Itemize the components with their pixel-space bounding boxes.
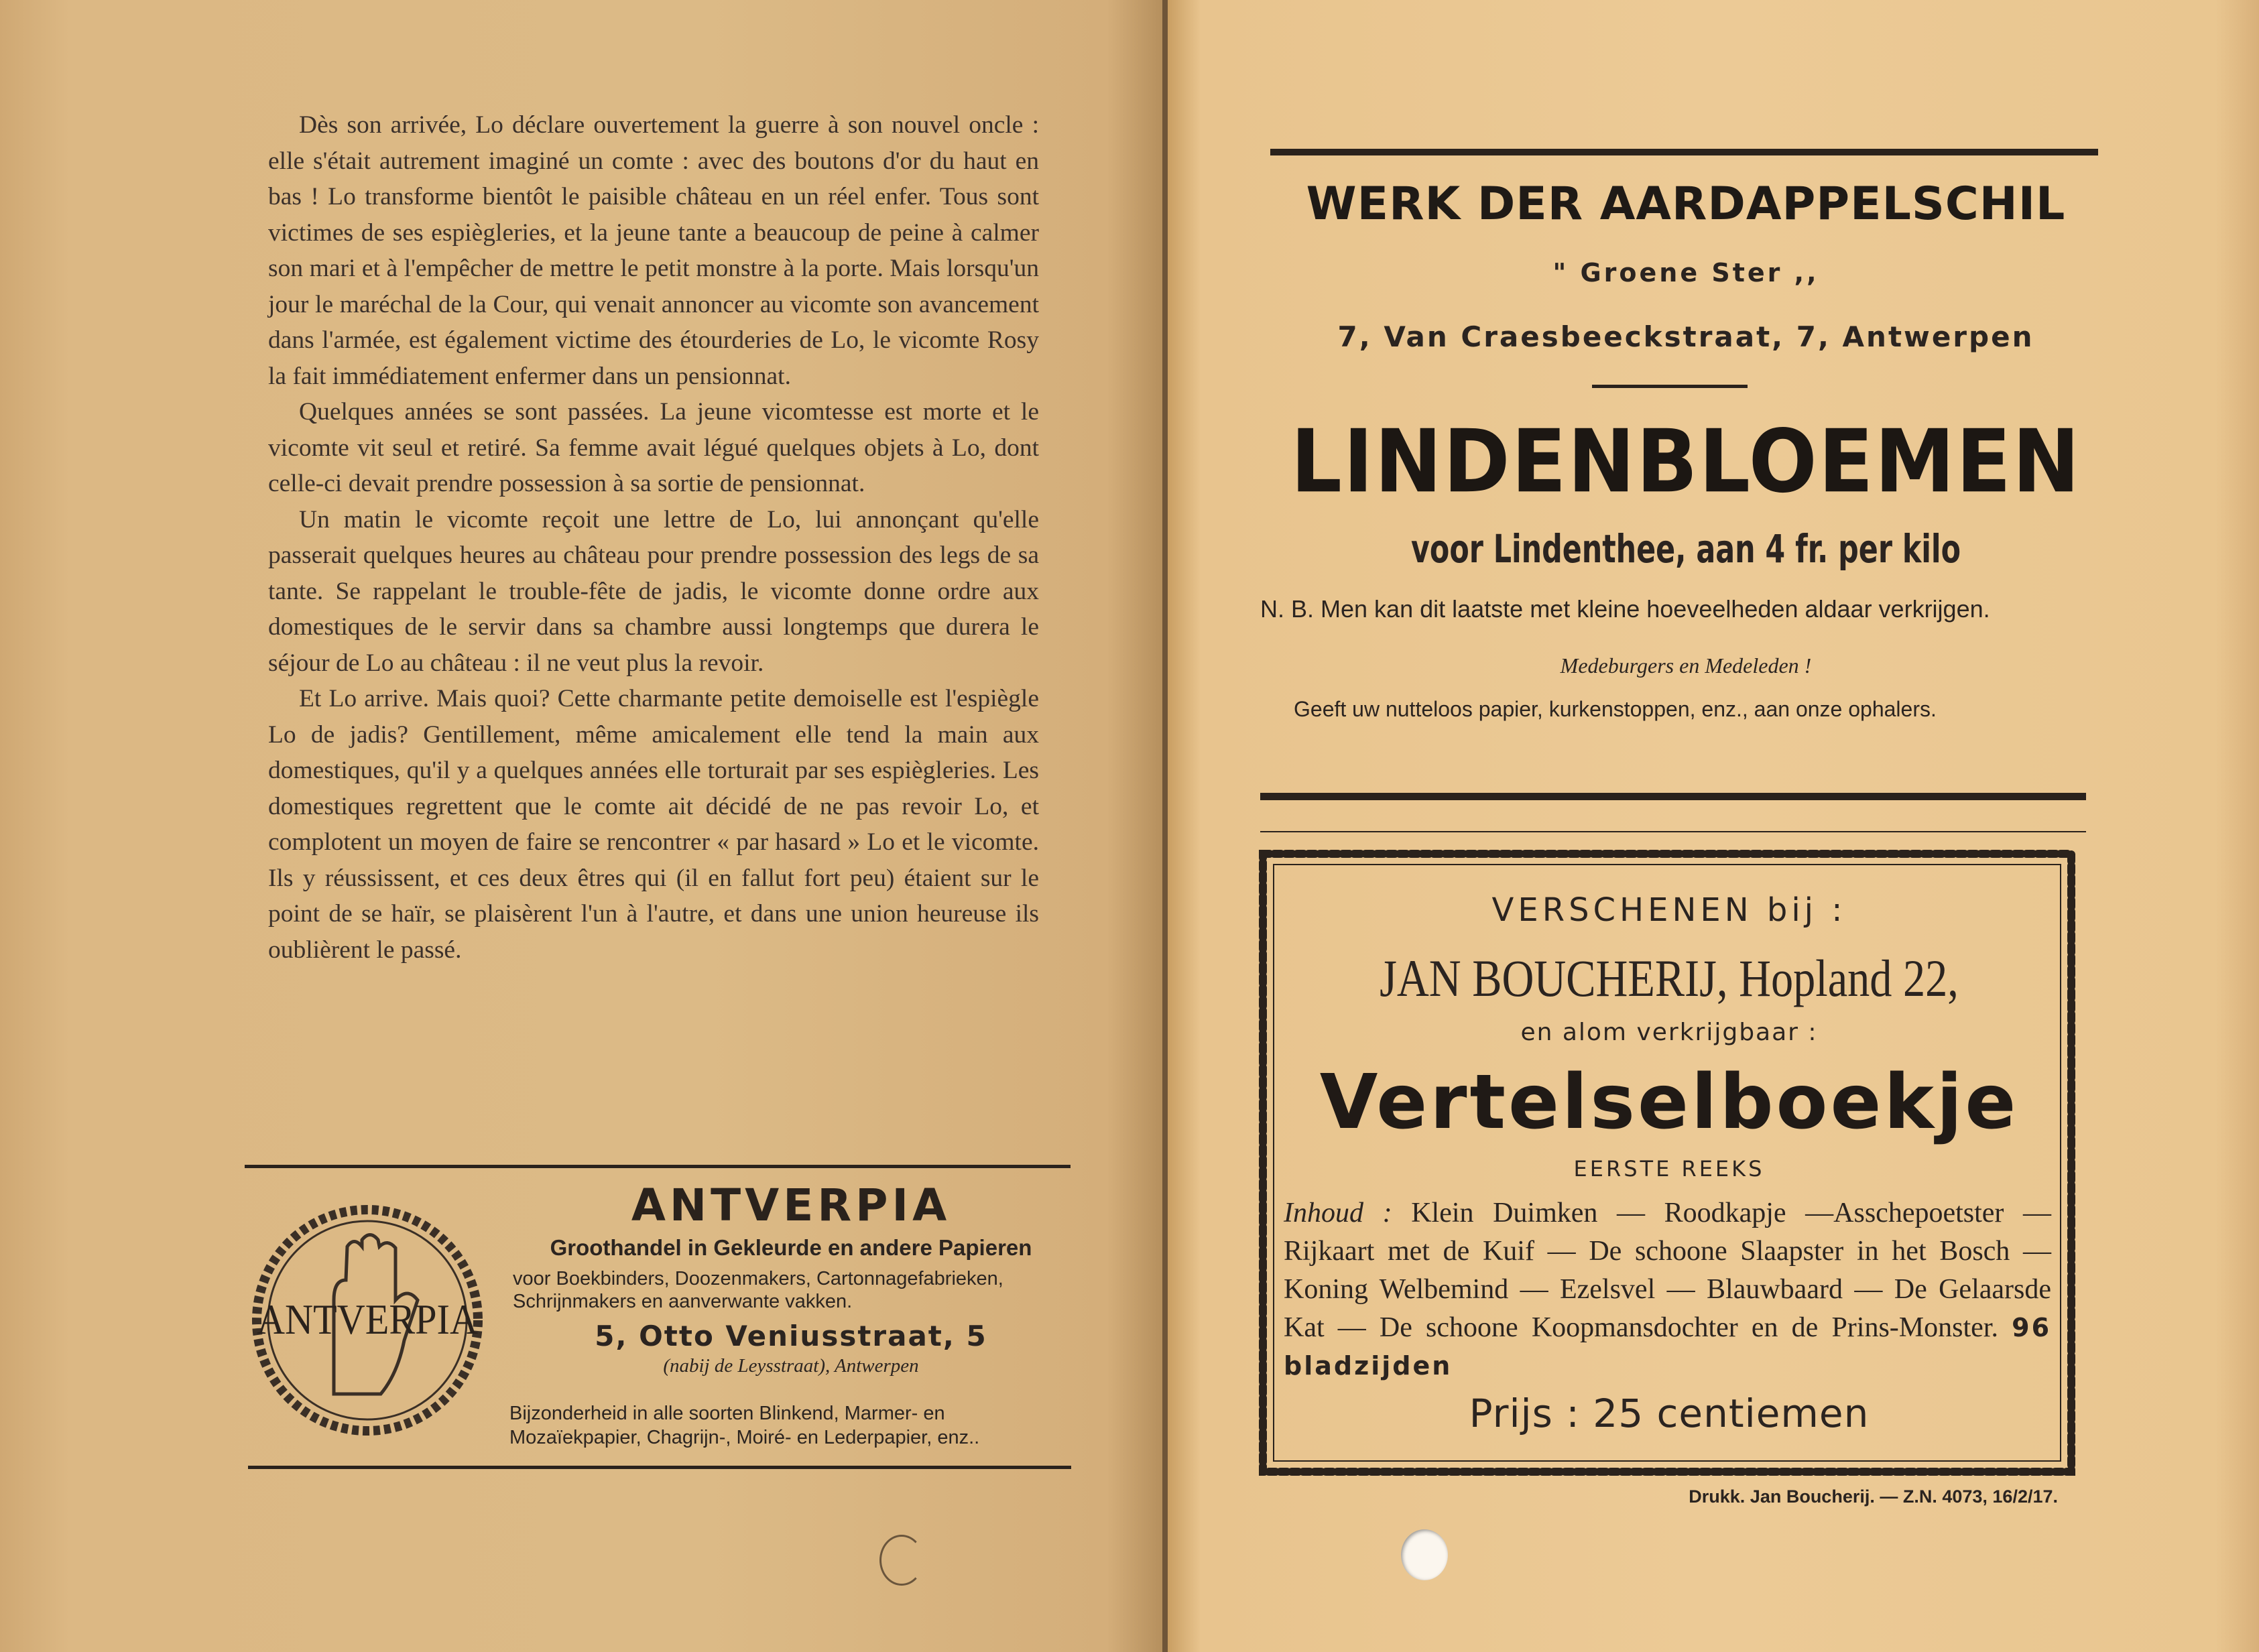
werk-address: 7, Van Craesbeeckstraat, 7, Antwerpen	[1337, 320, 2034, 353]
antverpia-address: 5, Otto Veniusstraat, 5	[595, 1320, 987, 1352]
punch-hole-mark	[879, 1535, 924, 1586]
linden-headline: LINDENBLOEMEN	[1290, 411, 2081, 513]
linden-note: N. B. Men kan dit laatste met kleine hoeveelheden aldaar verkrijgen.	[1260, 595, 1990, 623]
antverpia-speciality: Bijzonderheid in alle soorten Blinkend, Marmer- en Mozaïekpapier, Chagrijn-, Moiré- en Lederpapier, enz..	[509, 1403, 980, 1448]
story-paragraph: Un matin le vicomte reçoit une lettre de Lo, lui annonçant qu'elle passerait quelques heures au château pour prendre possession des legs de sa tante. Se rappelant le trouble-fête de jadis, le vicomte donne ordre aux domestiques de le servir dans sa chambre aussi longtemps que durera le séjour de Lo au château : il ne veut plus la revoir.	[268, 505, 1039, 677]
appeal-text: Geeft uw nutteloos papier, kurkenstoppen, enz., aan onze ophalers.	[1294, 697, 1937, 721]
printer-line: Drukk. Jan Boucherij. — Z.N. 4073, 16/2/17.	[1689, 1486, 2058, 1507]
werk-title: WERK DER AARDAPPELSCHIL	[1306, 178, 2066, 231]
punch-hole	[1401, 1529, 1448, 1580]
book-ad-title: Vertelselboekje	[1319, 1059, 2019, 1146]
book-ad-contents	[1284, 1194, 2051, 1385]
contents-label: Inhoud :	[1284, 1198, 1392, 1228]
book-ad-availability: en alom verkrijgbaar :	[1520, 1019, 1818, 1046]
story-text	[268, 107, 1039, 968]
section-rule-thick	[1260, 793, 2086, 800]
antverpia-logo	[247, 1200, 488, 1441]
antverpia-bottom-rule	[248, 1466, 1071, 1469]
book-ad-series: EERSTE REEKS	[1573, 1156, 1765, 1182]
antverpia-ad	[503, 1180, 1079, 1450]
linden-tagline: voor Lindenthee, aan 4 fr. per kilo	[1411, 526, 1961, 572]
werk-divider	[1592, 385, 1748, 388]
appeal-heading: Medeburgers en Medeleden !	[1560, 653, 1812, 678]
werk-top-rule	[1270, 149, 2098, 155]
antverpia-logo-text: ANTVERPIA	[257, 1295, 478, 1343]
story-paragraph: Quelques années se sont passées. La jeune vicomtesse est morte et le vicomte vit seul et retiré. Sa femme avait légué quelques objets à Lo, dont celle-ci devait prendre possession à sa sortie de pensionnat.	[268, 398, 1039, 497]
antverpia-title: ANTVERPIA	[631, 1180, 951, 1231]
story-paragraph: Dès son arrivée, Lo déclare ouvertement la guerre à son nouvel oncle : elle s'était autrement imaginé un comte : avec des boutons d'or du haut en bas ! Lo transforme bientôt le paisible château en un réel enfer. Tous sont victimes de ses espiègleries, et la jeune tante a beaucoup de peine à calmer son mari et à l'empêcher de mettre le petit monstre à la porte. Mais lorsqu'un jour le maréchal de la Cour, qui venait annoncer au vicomte son avancement dans l'armée, est également victime des étourderies de Lo, le vicomte Rosy la fait immédiatement enfermer dans un pensionnat.	[268, 111, 1039, 390]
book-ad-publisher: JAN BOUCHERIJ, Hopland 22,	[1380, 949, 1959, 1007]
werk-subtitle: " Groene Ster ,,	[1552, 258, 1819, 288]
contents-list: Klein Duimken — Roodkapje —Asschepoetster — Rijkaart met de Kuif — De schoone Slaapster in het Bosch — Koning Welbemind — Ezelsvel — Blauwbaard — De Gelaarsde Kat — De schoone Koopmansdochter en de Prins-Monster.	[1284, 1198, 2052, 1343]
antverpia-address-note: (nabij de Leysstraat), Antwerpen	[663, 1355, 919, 1377]
antverpia-description: voor Boekbinders, Doozenmakers, Cartonnagefabrieken, Schrijnmakers en aanverwante vakken.	[513, 1268, 1003, 1312]
story-paragraph: Et Lo arrive. Mais quoi? Cette charmante petite demoiselle est l'espiègle Lo de jadis? Gentillement, même amicalement elle tend la main aux domestiques, qu'il y a quelques années elle torturait par ses espiègleries. Les domestiques regrettent que le comte ait décidé de ne pas revoir Lo, et complotent un moyen de faire se rencontrer « par hasard » Lo et le vicomte. Ils y réussissent, et ces deux êtres qui (il en fallut fort peu) étaient sur le point de se haïr, se plaisèrent l'un à l'autre, et dans une union heureuse ils oublièrent le passé.	[268, 685, 1039, 964]
page-count: 96 bladzijden	[1284, 1313, 2052, 1381]
book-ad-intro: VERSCHENEN bij :	[1491, 891, 1847, 929]
antverpia-subtitle: Groothandel in Gekleurde en andere Papieren	[550, 1235, 1032, 1260]
book-ad-price: Prijs : 25 centiemen	[1469, 1391, 1870, 1436]
antverpia-top-rule	[245, 1165, 1071, 1168]
section-rule-thin	[1260, 831, 2086, 832]
